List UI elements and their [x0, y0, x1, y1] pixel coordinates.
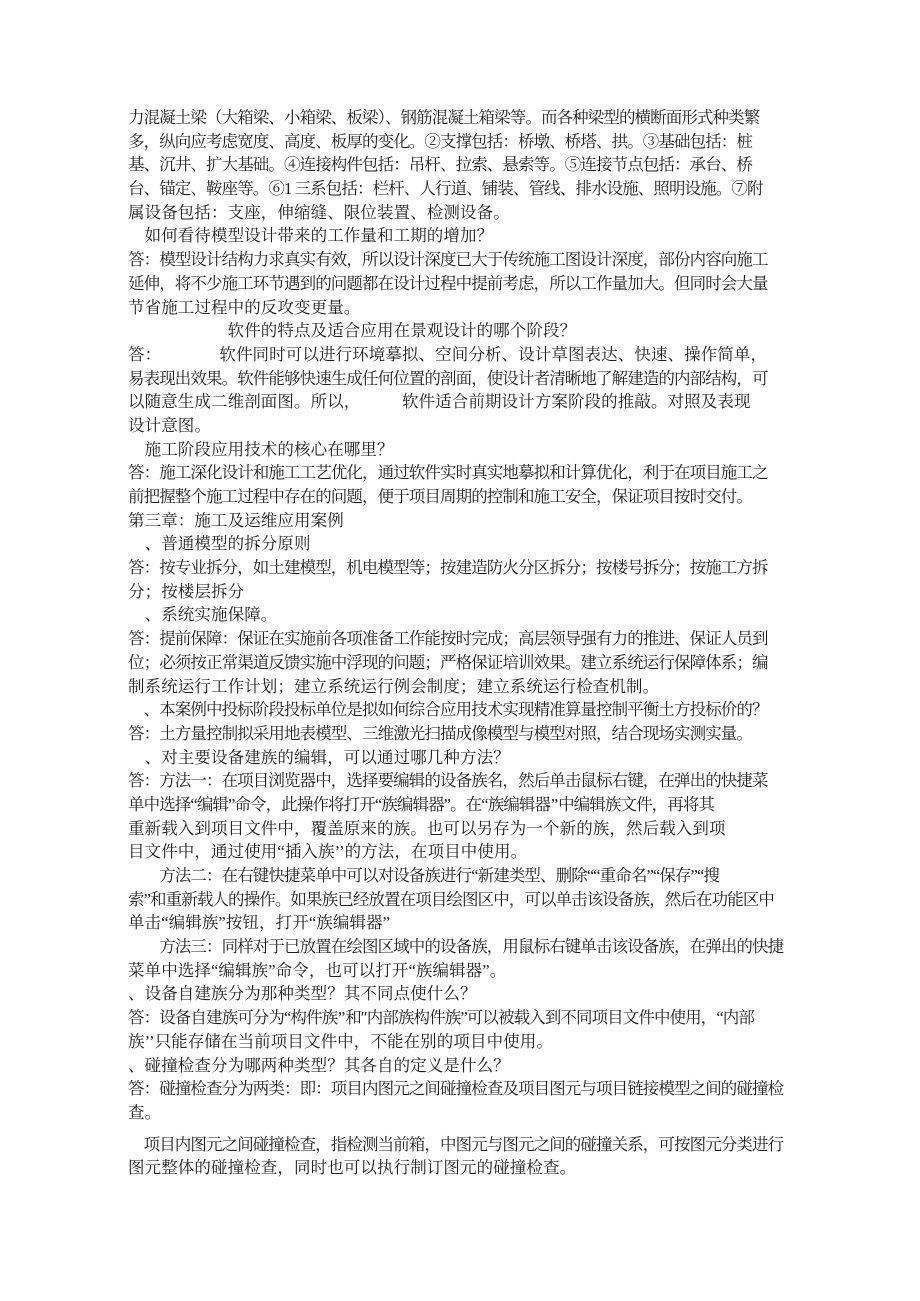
- text-line: 答：方法一：在项目浏览器中，选择要编辑的设备族名，然后单击鼠标右键，在弹出的快捷菜: [128, 771, 768, 791]
- text-line: 菜单中选择“编辑族”命令，也可以打开“族编辑器”。: [128, 960, 507, 980]
- text-line: 图元整体的碰撞检查，同时也可以执行制订图元的碰撞检查。: [128, 1158, 577, 1178]
- text-line: 索”和重新载人的操作。如果族已经放置在项目绘图区中，可以单击该设备族，然后在功能区中: [128, 889, 775, 909]
- text-line: 单中选择“编辑”命令，此操作将打开“族编辑器”。在“族编辑器’’中编辑族文件，再将其: [128, 794, 715, 814]
- text-line: 易表现出效果。软件能够快速生成任何位置的剖面，使设计者清晰地了解建造的内部结构，可: [128, 368, 768, 388]
- text-line: 软件的特点及适合应用在景观设计的哪个阶段？: [128, 321, 577, 341]
- text-line: 方法二：在右键快捷菜单中可以对设备族进行“新建类型、删除““重命名”“保存”“搜: [128, 866, 719, 885]
- text-line: 查。: [128, 1102, 162, 1122]
- text-line: 、设备自建族分为那种类型？其不同点使什么？: [128, 984, 477, 1004]
- text-line: 延伸，将不少施工环节遇到的问题都在设计过程中提前考虑，所以工作量加大。但同时会大量: [128, 273, 768, 293]
- document-text-block: [128, 106, 800, 1180]
- text-line: 、对主要设备建族的编辑，可以通过哪几种方法？: [128, 747, 510, 767]
- text-line: 重新载入到项目文件中，覆盖原来的族。也可以另存为一个新的族，然后载入到项: [128, 818, 726, 838]
- text-line: 答：模型设计结构力求真实有效，所以设计深度已大于传统施工图设计深度，部份内容向施工: [128, 250, 768, 270]
- text-line: 、本案例中投标阶段投标单位是拟如何综合应用技术实现精准算量控制平衡土方投标价的？: [128, 700, 768, 720]
- text-line: 节省施工过程中的反攻变更量。: [128, 297, 361, 317]
- text-line: 设计意图。: [128, 415, 211, 435]
- text-line: 、碰撞检查分为哪两种类型？其各自的定义是什么？: [128, 1055, 510, 1075]
- text-line: 答：施工深化设计和施工工艺优化，通过软件实时真实地摹拟和计算优化，利于在项目施工之: [128, 463, 768, 483]
- text-line: 力混凝土梁（大箱梁、小箱梁、板梁）、钢筋混凝土箱梁等。而各种梁型的横断面形式种类繁: [128, 108, 760, 127]
- text-line: 项目内图元之间碰撞检查，指检测当前箱，中图元与图元之间的碰撞关系，可按图元分类进行: [128, 1134, 784, 1154]
- text-line: 如何看待模型设计带来的工作量和工期的增加？: [128, 226, 494, 246]
- text-line: 制系统运行工作计划；建立系统运行例会制度；建立系统运行检查机制。: [128, 676, 660, 696]
- text-line: 第三章：施工及运维应用案例: [128, 510, 344, 530]
- text-line: 多，纵向应考虑宽度、高度、板厚的变化。②支撑包括：桥墩、桥塔、拱。③基础包括：桩: [128, 131, 753, 151]
- text-line: 基、沉井、扩大基础。④连接构件包括：吊杆、拉索、悬索等。⑤连接节点包括：承台、桥: [128, 155, 753, 175]
- text-line: 答：土方量控制拟采用地表模型、三维激光扫描成像模型与模型对照，结合现场实测实量。: [128, 723, 753, 743]
- text-line: 答： 软件同时可以进行环境摹拟、空间分析、设计草图表达、快速、操作简单，: [128, 344, 768, 364]
- text-line: 答：提前保障：保证在实施前各项准备工作能按时完成；高层领导强有力的推进、保证人员到: [128, 629, 768, 649]
- text-line: 分；按楼层拆分: [128, 581, 245, 601]
- text-line: 答：设备自建族可分为“构件族’’和″内部族构件族”可以被载入到不同项目文件中使用，“内部: [128, 1008, 755, 1028]
- text-line: 方法三：同样对于已放置在绘图区域中的设备族，用鼠标右键单击该设备族，在弹出的快捷: [128, 937, 784, 957]
- text-line: 台、锚定、鞍座等。⑥1 三系包括：栏杆、人行道、铺装、管线、排水设施、照明设施。⑦附: [128, 179, 763, 199]
- text-line: 族’’只能存储在当前项目文件中，不能在别的项目中使用。: [128, 1031, 553, 1051]
- text-line: 以随意生成二维剖面图。所以， 软件适合前期设计方案阶段的推敲。对照及表现: [128, 392, 751, 412]
- text-line: 目文件中，通过使用“插入族’’的方法，在项目中使用。: [128, 842, 528, 862]
- text-line: 位；必须按正常渠道反馈实施中浮现的问题；严格保证培训效果。建立系统运行保障体系；编: [128, 652, 768, 672]
- text-line: 、系统实施保障。: [128, 605, 278, 625]
- text-line: 单击“编辑族”按钮，打开“族编辑器”: [128, 913, 391, 933]
- text-line: 答：碰撞检查分为两类：即：项目内图元之间碰撞检查及项目图元与项目链接模型之间的碰撞检: [128, 1079, 784, 1099]
- text-line: 属设备包括：支座，伸缩缝、限位装置、检测设备。: [128, 202, 510, 222]
- text-line: 前把握整个施工过程中存在的问题，便于项目周期的控制和施工安全，保证项目按时交付。: [128, 487, 753, 506]
- text-line: 、普通模型的拆分原则: [128, 534, 311, 554]
- text-line: 施工阶段应用技术的核心在哪里？: [128, 439, 394, 459]
- text-line: 答：按专业拆分，如土建模型，机电模型等；按建造防火分区拆分；按楼号拆分；按施工方拆: [128, 558, 768, 578]
